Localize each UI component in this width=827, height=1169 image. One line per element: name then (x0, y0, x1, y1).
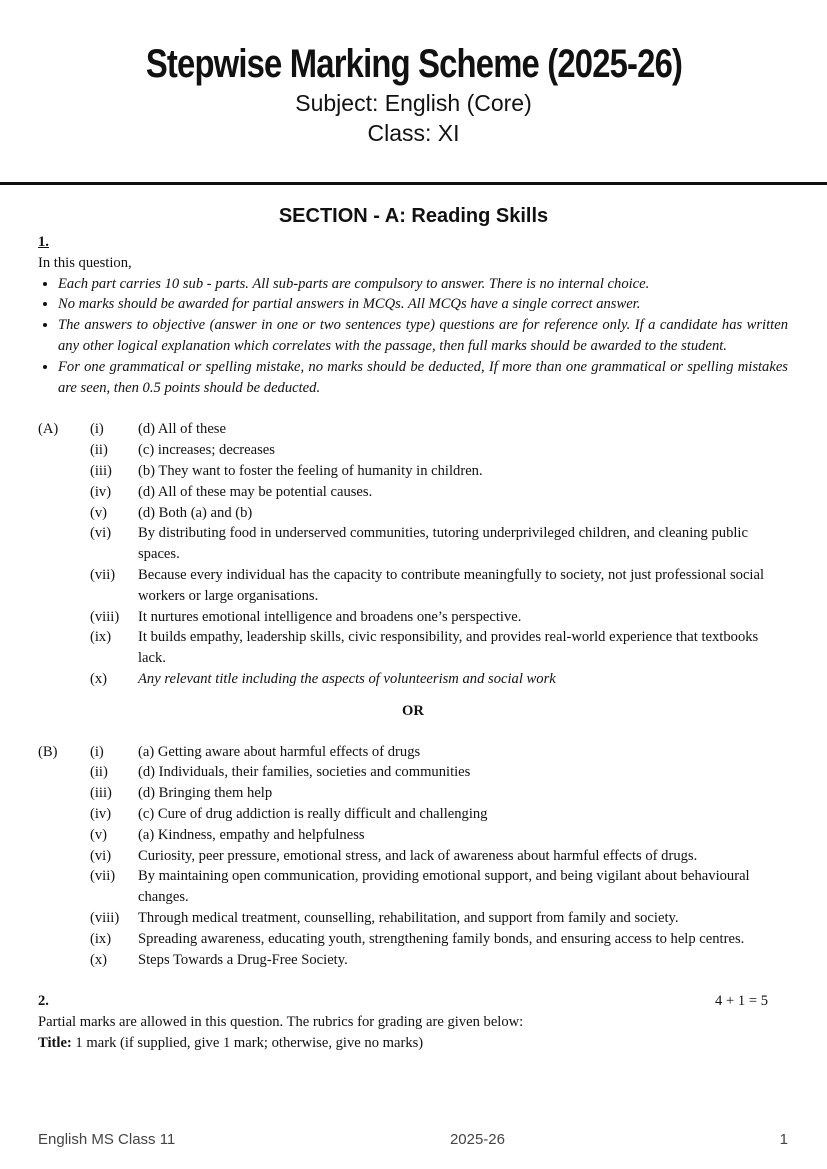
answer-text: By distributing food in underserved communities, tutoring underprivileged children, and cleaning public spaces. (138, 525, 748, 563)
part-label (38, 762, 90, 783)
item-number: (vii) (90, 868, 116, 885)
instruction-item: • No marks should be awarded for partial answers in MCQs. All MCQs have a single correct answer. (58, 294, 788, 315)
answer-text: Curiosity, peer pressure, emotional stress, and lack of awareness about harmful effects of drugs. (138, 847, 698, 864)
answer-text: (c) increases; decreases (138, 442, 275, 459)
class: Class: XI (367, 120, 460, 146)
item-number: (i) (90, 743, 104, 760)
question-number: 1. (38, 234, 49, 250)
item-number: (viii) (90, 608, 120, 625)
item-number: (ii) (90, 764, 108, 781)
answer-text: (a) Getting aware about harmful effects of drugs (138, 743, 421, 760)
item-number: (ix) (90, 930, 112, 947)
item-number: (v) (90, 504, 108, 521)
instruction-item: • Each part carries 10 sub - parts. All sub-parts are compulsory to answer. There is no internal choice. (58, 274, 788, 295)
page-number: 1 (779, 1131, 788, 1148)
answer-text: (d) Individuals, their families, societies and communities (138, 764, 471, 781)
item-number: (ix) (90, 629, 112, 646)
document-title (0, 42, 827, 87)
answer-text: (d) Both (a) and (b) (138, 504, 253, 521)
part-label (38, 461, 90, 482)
part-label (38, 866, 90, 908)
item-number: (vi) (90, 525, 112, 542)
q2-title-rubric (38, 1033, 788, 1054)
question-2-header (38, 991, 788, 1012)
item-number: (iv) (90, 483, 112, 500)
answer-text: (b) They want to foster the feeling of humanity in children. (138, 462, 483, 479)
part-label (38, 482, 90, 503)
answer-text: Because every individual has the capacity to contribute meaningfully to society, not just professional social workers or large organisations. (138, 566, 765, 604)
part-label: (B) (38, 743, 58, 760)
part-label (38, 565, 90, 607)
part-label (38, 440, 90, 461)
q2-text: Partial marks are allowed in this question. The rubrics for grading are given below: (38, 1014, 524, 1031)
part-label: (A) (38, 421, 59, 438)
item-number: (i) (90, 421, 104, 438)
answer-text: (c) Cure of drug addiction is really difficult and challenging (138, 805, 488, 822)
answer-text: (a) Kindness, empathy and helpfulness (138, 826, 365, 843)
item-number: (ii) (90, 442, 108, 459)
part-label (38, 908, 90, 929)
part-label (38, 607, 90, 628)
answer-text: Through medical treatment, counselling, rehabilitation, and support from family and society. (138, 909, 679, 926)
part-label (38, 627, 90, 669)
part-a (38, 419, 788, 689)
divider (0, 182, 827, 185)
answer-text: Spreading awareness, educating youth, strengthening family bonds, and ensuring access to help centres. (138, 930, 745, 947)
item-number: (x) (90, 670, 108, 687)
question-number: 2. (38, 993, 49, 1010)
part-label (38, 804, 90, 825)
answer-text: Steps Towards a Drug-Free Society. (138, 951, 348, 968)
instructions-list (38, 274, 788, 399)
answer-text: Any relevant title including the aspects of volunteerism and social work (138, 670, 556, 687)
answer-text: It nurtures emotional intelligence and broadens one’s perspective. (138, 608, 522, 625)
item-number: (vi) (90, 847, 112, 864)
section-title: SECTION - A: Reading Skills (278, 205, 549, 227)
marks: 4 + 1 = 5 (715, 993, 768, 1010)
title-text: Stepwise Marking Scheme (2025-26) (145, 42, 682, 86)
part-label (38, 669, 90, 690)
item-number: (v) (90, 826, 108, 843)
document-body (38, 232, 788, 1054)
rubric-label: Title: (38, 1034, 72, 1051)
part-label (38, 846, 90, 867)
intro: In this question, (38, 254, 132, 271)
answer-text: (d) All of these may be potential causes. (138, 483, 373, 500)
part-label (38, 503, 90, 524)
part-label (38, 825, 90, 846)
answer-text: It builds empathy, leadership skills, civic responsibility, and provides real-world experience that textbooks lack. (138, 629, 759, 667)
item-number: (iii) (90, 462, 112, 479)
or-separator: OR (402, 702, 424, 719)
item-number: (vii) (90, 566, 116, 583)
part-label (38, 929, 90, 950)
answer-text: (d) Bringing them help (138, 785, 273, 802)
answer-text: (d) All of these (138, 421, 226, 438)
part-b (38, 742, 788, 971)
part-label (38, 950, 90, 971)
item-number: (x) (90, 951, 108, 968)
part-label (38, 523, 90, 565)
instruction-item: • The answers to objective (answer in one or two sentences type) questions are for reference only. If a candidate has written any other logical explanation which correlates with the passage, then full marks should be awarded to the student. (58, 315, 788, 357)
instruction-item: • For one grammatical or spelling mistake, no marks should be deducted, If more than one grammatical or spelling mistakes are seen, then 0.5 points should be deducted. (58, 357, 788, 399)
footer-center: 2025-26 (449, 1131, 505, 1148)
footer (38, 1131, 788, 1148)
item-number: (iv) (90, 805, 112, 822)
subject: Subject: English (Core) (295, 90, 532, 116)
rubric-text: 1 mark (if supplied, give 1 mark; otherwise, give no marks) (71, 1034, 424, 1051)
part-label (38, 783, 90, 804)
answer-text: By maintaining open communication, providing emotional support, and being vigilant about behavioural changes. (138, 868, 750, 906)
item-number: (viii) (90, 909, 120, 926)
footer-left: English MS Class 11 (38, 1131, 176, 1148)
item-number: (iii) (90, 785, 112, 802)
